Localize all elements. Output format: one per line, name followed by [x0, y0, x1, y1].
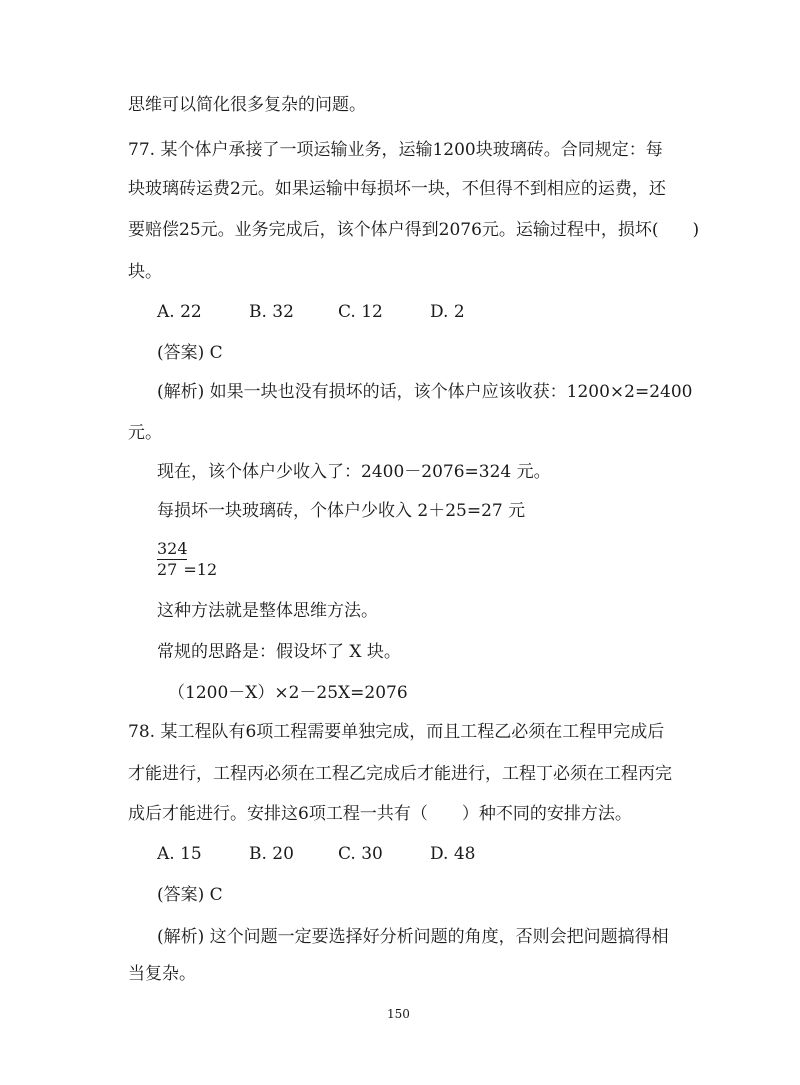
fraction-equation [157, 540, 217, 579]
q78-answer: (答案) C [157, 885, 223, 905]
q78-option-b: B. 20 [249, 844, 294, 864]
question-78-line-2: 才能进行，工程丙必须在工程乙完成后才能进行，工程丁必须在工程丙完 [128, 764, 672, 784]
q77-option-b: B. 32 [249, 302, 294, 322]
q77-analysis-line-5: 这种方法就是整体思维方法。 [157, 601, 378, 621]
question-77-line-3: 要赔偿25元。业务完成后，该个体户得到2076元。运输过程中，损坏( ) [128, 220, 700, 240]
question-78-line-3: 成后才能进行。安排这6项工程一共有（ ）种不同的安排方法。 [128, 804, 632, 824]
q77-option-a: A. 22 [157, 302, 202, 322]
fraction-result: =12 [183, 560, 218, 579]
fraction-denominator: 27 [157, 560, 178, 579]
q77-option-d: D. 2 [430, 302, 465, 322]
question-77-line-2: 块玻璃砖运费2元。如果运输中每损坏一块，不但得不到相应的运费，还 [128, 179, 666, 199]
question-78-line-1: 78. 某工程队有6项工程需要单独完成，而且工程乙必须在工程甲完成后 [128, 722, 665, 742]
question-77-line-4: 块。 [128, 262, 162, 282]
q77-answer: (答案) C [157, 343, 223, 363]
q77-equation: （1200－X）×2－25X=2076 [168, 683, 408, 703]
page-number: 150 [387, 1007, 410, 1021]
q78-option-d: D. 48 [430, 844, 476, 864]
q77-analysis-line-1: (解析) 如果一块也没有损坏的话，该个体户应该收获：1200×2=2400 [157, 382, 693, 402]
fraction-numerator: 324 [157, 539, 188, 558]
text-line: 思维可以简化很多复杂的问题。 [128, 95, 366, 115]
q78-option-a: A. 15 [157, 844, 202, 864]
q78-analysis-line-2: 当复杂。 [128, 964, 196, 984]
q77-analysis-line-6: 常规的思路是：假设坏了 X 块。 [157, 642, 401, 662]
q77-option-c: C. 12 [338, 302, 383, 322]
question-77-line-1: 77. 某个体户承接了一项运输业务，运输1200块玻璃砖。合同规定：每 [128, 140, 663, 160]
q78-analysis-line-1: (解析) 这个问题一定要选择好分析问题的角度，否则会把问题搞得相 [157, 927, 669, 947]
q78-option-c: C. 30 [338, 844, 383, 864]
q77-analysis-line-3: 现在，该个体户少收入了：2400－2076=324 元。 [157, 462, 551, 482]
q77-analysis-line-2: 元。 [128, 423, 162, 443]
q77-analysis-line-4: 每损坏一块玻璃砖，个体户少收入 2＋25=27 元 [157, 501, 526, 521]
